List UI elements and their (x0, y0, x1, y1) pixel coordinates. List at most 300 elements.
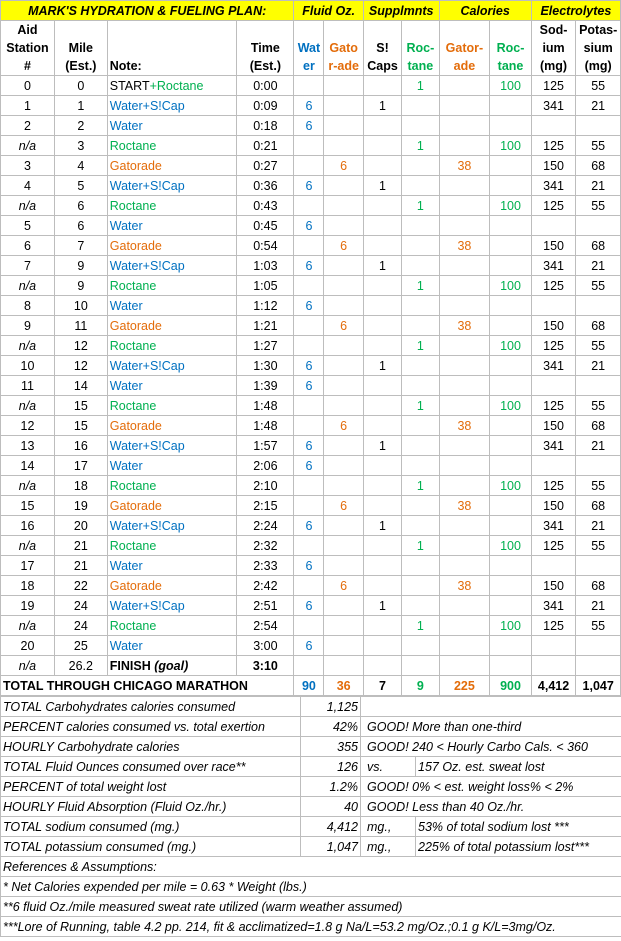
aid-station-cell: 3 (1, 156, 55, 176)
note-cell: Roctane (107, 336, 237, 356)
table-row (1, 556, 621, 576)
total-potassium: 1,047 (576, 676, 621, 696)
roctane-cell: 1 (402, 276, 439, 296)
gatorade-calories-cell (439, 276, 490, 296)
time-cell: 1:27 (237, 336, 294, 356)
roctane-cell (402, 576, 439, 596)
aid-station-cell: 1 (1, 96, 55, 116)
reference-row (1, 897, 621, 917)
supplements-group-header: Supplmnts (363, 1, 439, 21)
roctane-calories-cell: 100 (490, 336, 531, 356)
mile-cell: 5 (54, 176, 107, 196)
reference-note: **6 fluid Oz./mile measured sweat rate utilized (warm weather assumed) (1, 897, 621, 917)
gatorade-oz-cell (324, 616, 363, 636)
aid-station-cell: 17 (1, 556, 55, 576)
roctane-cell (402, 376, 439, 396)
table-row (1, 496, 621, 516)
time-cell: 2:24 (237, 516, 294, 536)
roctane-cell (402, 236, 439, 256)
roctane-calories-cell (490, 576, 531, 596)
scaps-cell (363, 276, 401, 296)
water-oz-cell: 6 (294, 176, 324, 196)
mile-cell: 17 (54, 456, 107, 476)
scaps-cell (363, 76, 401, 96)
gatorade-calories-cell (439, 96, 490, 116)
aid-station-cell: n/a (1, 136, 55, 156)
sodium-cell: 341 (531, 356, 576, 376)
roctane-calories-cell (490, 116, 531, 136)
mile-cell: 21 (54, 556, 107, 576)
gatorade-oz-cell (324, 256, 363, 276)
potassium-cell: 21 (576, 176, 621, 196)
scaps-cell: 1 (363, 256, 401, 276)
scaps-cell: 1 (363, 176, 401, 196)
water-oz-cell: 6 (294, 356, 324, 376)
summary-value: 1,125 (301, 697, 361, 717)
time-cell: 0:45 (237, 216, 294, 236)
gatorade-oz-cell (324, 296, 363, 316)
aid-station-cell: 5 (1, 216, 55, 236)
roctane-cell (402, 436, 439, 456)
aid-station-cell: 0 (1, 76, 55, 96)
scaps-cell (363, 476, 401, 496)
mile-cell: 6 (54, 216, 107, 236)
reference-row (1, 857, 621, 877)
note-cell: Water (107, 116, 237, 136)
gatorade-oz-cell (324, 636, 363, 656)
scaps-cell (363, 236, 401, 256)
table-row (1, 176, 621, 196)
roctane-cell (402, 456, 439, 476)
note-cell: Roctane (107, 476, 237, 496)
col-potassium: Potas- sium (mg) (576, 21, 621, 76)
water-oz-cell: 6 (294, 376, 324, 396)
summary-label: PERCENT of total weight lost (1, 777, 301, 797)
gatorade-calories-cell (439, 376, 490, 396)
time-cell: 2:51 (237, 596, 294, 616)
mile-cell: 12 (54, 336, 107, 356)
aid-station-cell: 10 (1, 356, 55, 376)
roctane-calories-cell: 100 (490, 536, 531, 556)
roctane-calories-cell: 100 (490, 136, 531, 156)
roctane-cell (402, 216, 439, 236)
scaps-cell (363, 416, 401, 436)
mile-cell: 14 (54, 376, 107, 396)
col-scaps: S! Caps (363, 21, 401, 76)
note-cell: Roctane (107, 536, 237, 556)
gatorade-calories-cell: 38 (439, 416, 490, 436)
sodium-cell (531, 376, 576, 396)
gatorade-oz-cell (324, 276, 363, 296)
scaps-cell (363, 296, 401, 316)
gatorade-oz-cell: 6 (324, 156, 363, 176)
gatorade-oz-cell (324, 476, 363, 496)
sodium-cell: 125 (531, 616, 576, 636)
gatorade-calories-cell (439, 536, 490, 556)
aid-station-cell: 13 (1, 436, 55, 456)
time-cell: 3:10 (237, 656, 294, 676)
reference-row (1, 917, 621, 937)
summary-value: 355 (301, 737, 361, 757)
gatorade-oz-cell (324, 456, 363, 476)
roctane-cell: 1 (402, 536, 439, 556)
gatorade-calories-cell (439, 176, 490, 196)
summary-label: TOTAL sodium consumed (mg.) (1, 817, 301, 837)
scaps-cell: 1 (363, 96, 401, 116)
total-scaps: 7 (363, 676, 401, 696)
time-cell: 0:27 (237, 156, 294, 176)
gatorade-oz-cell: 6 (324, 576, 363, 596)
sodium-cell: 125 (531, 276, 576, 296)
table-row (1, 596, 621, 616)
roctane-calories-cell (490, 436, 531, 456)
note-cell: Gatorade (107, 576, 237, 596)
sodium-cell: 125 (531, 476, 576, 496)
total-roctane-calories: 900 (490, 676, 531, 696)
mile-cell: 24 (54, 596, 107, 616)
calories-group-header: Calories (439, 1, 531, 21)
mile-cell: 4 (54, 156, 107, 176)
water-oz-cell: 6 (294, 256, 324, 276)
gatorade-oz-cell (324, 96, 363, 116)
time-cell: 0:43 (237, 196, 294, 216)
roctane-calories-cell (490, 96, 531, 116)
roctane-calories-cell (490, 356, 531, 376)
summary-unit: mg., (361, 817, 416, 837)
col-gatorade-calories: Gator- ade (439, 21, 490, 76)
summary-unit: GOOD! More than one-third (361, 717, 621, 737)
aid-station-cell: n/a (1, 536, 55, 556)
table-row (1, 156, 621, 176)
time-cell: 2:15 (237, 496, 294, 516)
potassium-cell: 21 (576, 436, 621, 456)
water-oz-cell (294, 196, 324, 216)
gatorade-calories-cell (439, 476, 490, 496)
roctane-cell (402, 416, 439, 436)
roctane-cell: 1 (402, 616, 439, 636)
table-row (1, 516, 621, 536)
potassium-cell: 68 (576, 316, 621, 336)
scaps-cell (363, 136, 401, 156)
sodium-cell: 341 (531, 516, 576, 536)
table-row (1, 316, 621, 336)
potassium-cell (576, 376, 621, 396)
roctane-cell (402, 356, 439, 376)
references-heading: References & Assumptions: (1, 857, 621, 877)
gatorade-calories-cell (439, 656, 490, 676)
total-gatorade-calories: 225 (439, 676, 490, 696)
aid-station-cell: 18 (1, 576, 55, 596)
roctane-cell (402, 256, 439, 276)
table-row (1, 656, 621, 676)
roctane-cell (402, 516, 439, 536)
aid-station-cell: n/a (1, 336, 55, 356)
scaps-cell: 1 (363, 436, 401, 456)
summary-label: PERCENT calories consumed vs. total exertion (1, 717, 301, 737)
water-oz-cell: 6 (294, 116, 324, 136)
summary-unit: mg., (361, 837, 416, 857)
note-cell: Roctane (107, 616, 237, 636)
aid-station-cell: n/a (1, 196, 55, 216)
aid-station-cell: n/a (1, 616, 55, 636)
sodium-cell (531, 296, 576, 316)
sodium-cell: 125 (531, 336, 576, 356)
roctane-cell: 1 (402, 196, 439, 216)
reference-row (1, 877, 621, 897)
table-row (1, 616, 621, 636)
mile-cell: 24 (54, 616, 107, 636)
totals-label: TOTAL THROUGH CHICAGO MARATHON (1, 676, 294, 696)
roctane-cell (402, 316, 439, 336)
time-cell: 1:48 (237, 416, 294, 436)
table-row (1, 636, 621, 656)
potassium-cell: 55 (576, 536, 621, 556)
water-oz-cell: 6 (294, 456, 324, 476)
gatorade-calories-cell (439, 336, 490, 356)
mile-cell: 6 (54, 196, 107, 216)
summary-note: 157 Oz. est. sweat lost (416, 757, 621, 777)
col-mile: Mile (Est.) (54, 21, 107, 76)
roctane-calories-cell: 100 (490, 476, 531, 496)
aid-station-cell: n/a (1, 656, 55, 676)
water-oz-cell (294, 136, 324, 156)
roctane-calories-cell: 100 (490, 196, 531, 216)
time-cell: 2:32 (237, 536, 294, 556)
mile-cell: 25 (54, 636, 107, 656)
gatorade-calories-cell (439, 116, 490, 136)
table-row (1, 296, 621, 316)
gatorade-oz-cell (324, 516, 363, 536)
roctane-cell (402, 656, 439, 676)
roctane-cell (402, 496, 439, 516)
table-row (1, 136, 621, 156)
gatorade-calories-cell (439, 296, 490, 316)
roctane-cell (402, 176, 439, 196)
note-finish: FINISH (109, 658, 151, 673)
roctane-cell (402, 596, 439, 616)
sodium-cell: 125 (531, 136, 576, 156)
roctane-cell: 1 (402, 76, 439, 96)
note-cell: Water (107, 216, 237, 236)
potassium-cell (576, 216, 621, 236)
mile-cell: 19 (54, 496, 107, 516)
scaps-cell (363, 616, 401, 636)
sodium-cell (531, 636, 576, 656)
gatorade-oz-cell (324, 536, 363, 556)
scaps-cell: 1 (363, 356, 401, 376)
gatorade-calories-cell (439, 356, 490, 376)
roctane-calories-cell (490, 656, 531, 676)
potassium-cell: 21 (576, 96, 621, 116)
potassium-cell (576, 116, 621, 136)
time-cell: 1:30 (237, 356, 294, 376)
water-oz-cell: 6 (294, 596, 324, 616)
sodium-cell (531, 656, 576, 676)
summary-value: 42% (301, 717, 361, 737)
mile-cell: 10 (54, 296, 107, 316)
aid-station-cell: 20 (1, 636, 55, 656)
roctane-cell (402, 96, 439, 116)
summary-unit: GOOD! 240 < Hourly Carbo Cals. < 360 (361, 737, 621, 757)
summary-label: TOTAL Fluid Ounces consumed over race** (1, 757, 301, 777)
potassium-cell (576, 456, 621, 476)
roctane-calories-cell (490, 236, 531, 256)
scaps-cell (363, 376, 401, 396)
scaps-cell (363, 636, 401, 656)
mile-cell: 26.2 (54, 656, 107, 676)
gatorade-oz-cell (324, 436, 363, 456)
roctane-calories-cell (490, 516, 531, 536)
total-roctane: 9 (402, 676, 439, 696)
aid-station-cell: n/a (1, 276, 55, 296)
aid-station-cell: 9 (1, 316, 55, 336)
summary-unit: vs. (361, 757, 416, 777)
gatorade-calories-cell (439, 556, 490, 576)
sodium-cell: 150 (531, 156, 576, 176)
mile-cell: 9 (54, 256, 107, 276)
mile-cell: 2 (54, 116, 107, 136)
table-row (1, 456, 621, 476)
scaps-cell (363, 576, 401, 596)
roctane-calories-cell (490, 456, 531, 476)
sodium-cell: 125 (531, 76, 576, 96)
gatorade-calories-cell (439, 616, 490, 636)
sodium-cell: 341 (531, 436, 576, 456)
summary-unit (361, 697, 621, 717)
sodium-cell: 341 (531, 96, 576, 116)
gatorade-oz-cell (324, 596, 363, 616)
col-sodium: Sod- ium (mg) (531, 21, 576, 76)
aid-station-cell: 14 (1, 456, 55, 476)
summary-value: 126 (301, 757, 361, 777)
col-aid-station: Aid Station # (1, 21, 55, 76)
total-water: 90 (294, 676, 324, 696)
roctane-calories-cell (490, 556, 531, 576)
gatorade-calories-cell: 38 (439, 236, 490, 256)
potassium-cell: 55 (576, 396, 621, 416)
roctane-calories-cell (490, 256, 531, 276)
time-cell: 2:10 (237, 476, 294, 496)
reference-note: ***Lore of Running, table 4.2 pp. 214, fit & acclimatized=1.8 g Na/L=53.2 mg/Oz.;0.1 g K/L=3mg/Oz. (1, 917, 621, 937)
summary-label: TOTAL potassium consumed (mg.) (1, 837, 301, 857)
water-oz-cell (294, 536, 324, 556)
summary-table (0, 696, 621, 937)
water-oz-cell: 6 (294, 96, 324, 116)
gatorade-oz-cell (324, 376, 363, 396)
roctane-calories-cell (490, 316, 531, 336)
table-row (1, 256, 621, 276)
time-cell: 0:09 (237, 96, 294, 116)
table-row (1, 436, 621, 456)
aid-station-cell: 12 (1, 416, 55, 436)
gatorade-calories-cell: 38 (439, 316, 490, 336)
aid-station-cell: n/a (1, 396, 55, 416)
potassium-cell: 21 (576, 256, 621, 276)
roctane-calories-cell (490, 296, 531, 316)
time-cell: 0:36 (237, 176, 294, 196)
mile-cell: 20 (54, 516, 107, 536)
table-row (1, 536, 621, 556)
note-cell: Water (107, 456, 237, 476)
gatorade-oz-cell (324, 136, 363, 156)
sodium-cell: 341 (531, 256, 576, 276)
water-oz-cell: 6 (294, 296, 324, 316)
column-header-row (1, 21, 621, 76)
water-oz-cell (294, 316, 324, 336)
potassium-cell (576, 656, 621, 676)
total-sodium: 4,412 (531, 676, 576, 696)
summary-row (1, 757, 621, 777)
mile-cell: 7 (54, 236, 107, 256)
scaps-cell (363, 316, 401, 336)
gatorade-oz-cell (324, 656, 363, 676)
roctane-calories-cell: 100 (490, 276, 531, 296)
summary-label: HOURLY Carbohydrate calories (1, 737, 301, 757)
sodium-cell: 150 (531, 236, 576, 256)
gatorade-calories-cell (439, 256, 490, 276)
note-cell: Water (107, 556, 237, 576)
potassium-cell: 55 (576, 616, 621, 636)
aid-station-cell: 8 (1, 296, 55, 316)
gatorade-calories-cell (439, 216, 490, 236)
potassium-cell: 55 (576, 276, 621, 296)
aid-station-cell: 7 (1, 256, 55, 276)
scaps-cell: 1 (363, 516, 401, 536)
roctane-calories-cell: 100 (490, 616, 531, 636)
note-cell: Water+S!Cap (107, 176, 237, 196)
water-oz-cell: 6 (294, 436, 324, 456)
time-cell: 1:05 (237, 276, 294, 296)
potassium-cell: 68 (576, 416, 621, 436)
totals-row (1, 676, 621, 696)
scaps-cell (363, 556, 401, 576)
gatorade-oz-cell (324, 116, 363, 136)
summary-row (1, 717, 621, 737)
scaps-cell (363, 396, 401, 416)
water-oz-cell (294, 416, 324, 436)
note-cell: Roctane (107, 396, 237, 416)
roctane-calories-cell (490, 636, 531, 656)
time-cell: 2:54 (237, 616, 294, 636)
table-row (1, 476, 621, 496)
mile-cell: 15 (54, 396, 107, 416)
gatorade-oz-cell: 6 (324, 236, 363, 256)
table-row (1, 76, 621, 96)
mile-cell: 9 (54, 276, 107, 296)
water-oz-cell (294, 396, 324, 416)
time-cell: 2:33 (237, 556, 294, 576)
gatorade-oz-cell (324, 196, 363, 216)
time-cell: 2:42 (237, 576, 294, 596)
gatorade-calories-cell (439, 196, 490, 216)
note-start: START (109, 78, 150, 93)
gatorade-calories-cell (439, 436, 490, 456)
time-cell: 1:57 (237, 436, 294, 456)
note-cell: Water+S!Cap (107, 356, 237, 376)
roctane-cell: 1 (402, 476, 439, 496)
sodium-cell: 125 (531, 536, 576, 556)
water-oz-cell (294, 156, 324, 176)
summary-row (1, 817, 621, 837)
mile-cell: 21 (54, 536, 107, 556)
sodium-cell (531, 556, 576, 576)
scaps-cell (363, 496, 401, 516)
note-cell: Gatorade (107, 156, 237, 176)
roctane-cell: 1 (402, 336, 439, 356)
col-water: Wat er (294, 21, 324, 76)
mile-cell: 16 (54, 436, 107, 456)
scaps-cell (363, 196, 401, 216)
